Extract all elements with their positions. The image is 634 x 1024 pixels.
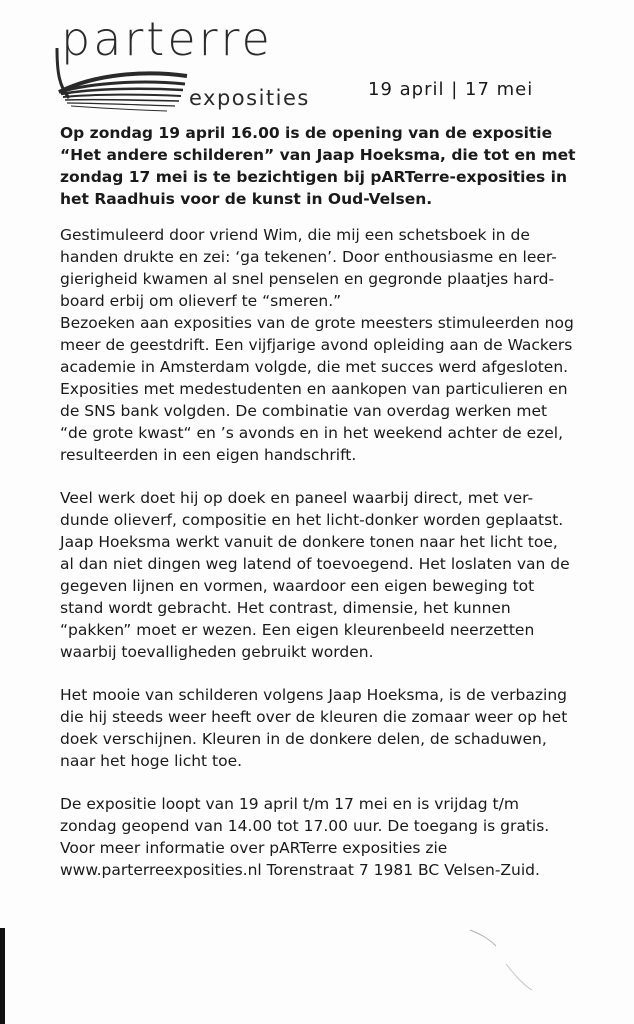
flyer-body [60,122,580,902]
text-line: Bezoeken aan exposities van de grote meesters stimuleerden nog [60,314,574,332]
paragraph-technique [60,487,580,663]
text-line: “de grote kwast“ en ’s avonds en in het weekend achter de ezel, [60,424,564,442]
text-line: resulteerden in een eigen handschrift. [60,446,357,464]
lead-paragraph [60,122,580,210]
text-line: naar het hoge licht toe. [60,752,243,770]
text-line: Het mooie van schilderen volgens Jaap Hoeksma, is de verbazing [60,686,567,704]
logo-subtitle: exposities [189,86,310,110]
lead-line: zondag 17 mei is te bezichtigen bij pARTerre-exposities in [60,168,567,186]
text-line: “pakken” moet er wezen. Een eigen kleurenbeeld neerzetten [60,621,535,639]
text-line: Exposities met medestudenten en aankopen van particulieren en [60,380,568,398]
text-line: doek verschijnen. Kleuren in de donkere delen, de schaduwen, [60,730,547,748]
paragraph-biography [60,224,580,466]
faint-pen-mark-icon [466,924,536,994]
text-line: Veel werk doet hij op doek en paneel waarbij direct, met ver- [60,489,534,507]
exhibition-dates: 19 april | 17 mei [368,79,534,100]
text-line: academie in Amsterdam volgde, die met succes werd afgesloten. [60,358,569,376]
paragraph-practical-info [60,793,580,881]
text-line: Jaap Hoeksma werkt vanuit de donkere tonen naar het licht toe, [60,533,558,551]
text-line: handen drukte en zei: ‘ga tekenen’. Door enthousiasme en leer- [60,248,557,266]
text-line: al dan niet dingen weg latend of toevoegend. Het loslaten van de [60,555,570,573]
scan-edge-mark [0,928,5,1024]
text-line: Voor meer informatie over pARTerre exposities zie [60,839,448,857]
website-address-line: www.parterreexposities.nl Torenstraat 7 1981 BC Velsen-Zuid. [60,861,540,879]
lead-line: Op zondag 19 april 16.00 is de opening van de expositie [60,124,553,142]
text-line: zondag geopend van 14.00 tot 17.00 uur. De toegang is gratis. [60,817,550,835]
lead-line: “Het andere schilderen” van Jaap Hoeksma, die tot en met [60,146,576,164]
text-line: stand wordt gebracht. Het contrast, dimensie, het kunnen [60,599,511,617]
text-line: gierigheid kwamen al snel penselen en gegronde plaatjes hard- [60,270,555,288]
text-line: die hij steeds weer heeft over de kleuren die zomaar weer op het [60,708,568,726]
paragraph-colors [60,684,580,772]
text-line: waarbij toevalligheden gebruikt worden. [60,643,374,661]
text-line: dunde olieverf, compositie en het licht-donker worden geplaatst. [60,511,564,529]
text-line: board erbij om olieverf te “smeren.” [60,292,342,310]
text-line: Gestimuleerd door vriend Wim, die mij een schetsboek in de [60,226,530,244]
logo-wordmark: parterre [61,12,273,66]
lead-line: het Raadhuis voor de kunst in Oud-Velsen. [60,190,433,208]
text-line: de SNS bank volgden. De combinatie van overdag werken met [60,402,548,420]
text-line: gegeven lijnen en vormen, waardoor een eigen beweging tot [60,577,535,595]
text-line: meer de geestdrift. Een vijfjarige avond opleiding aan de Wackers [60,336,573,354]
parterre-logo [55,12,335,120]
text-line: De expositie loopt van 19 april t/m 17 mei en is vrijdag t/m [60,795,519,813]
